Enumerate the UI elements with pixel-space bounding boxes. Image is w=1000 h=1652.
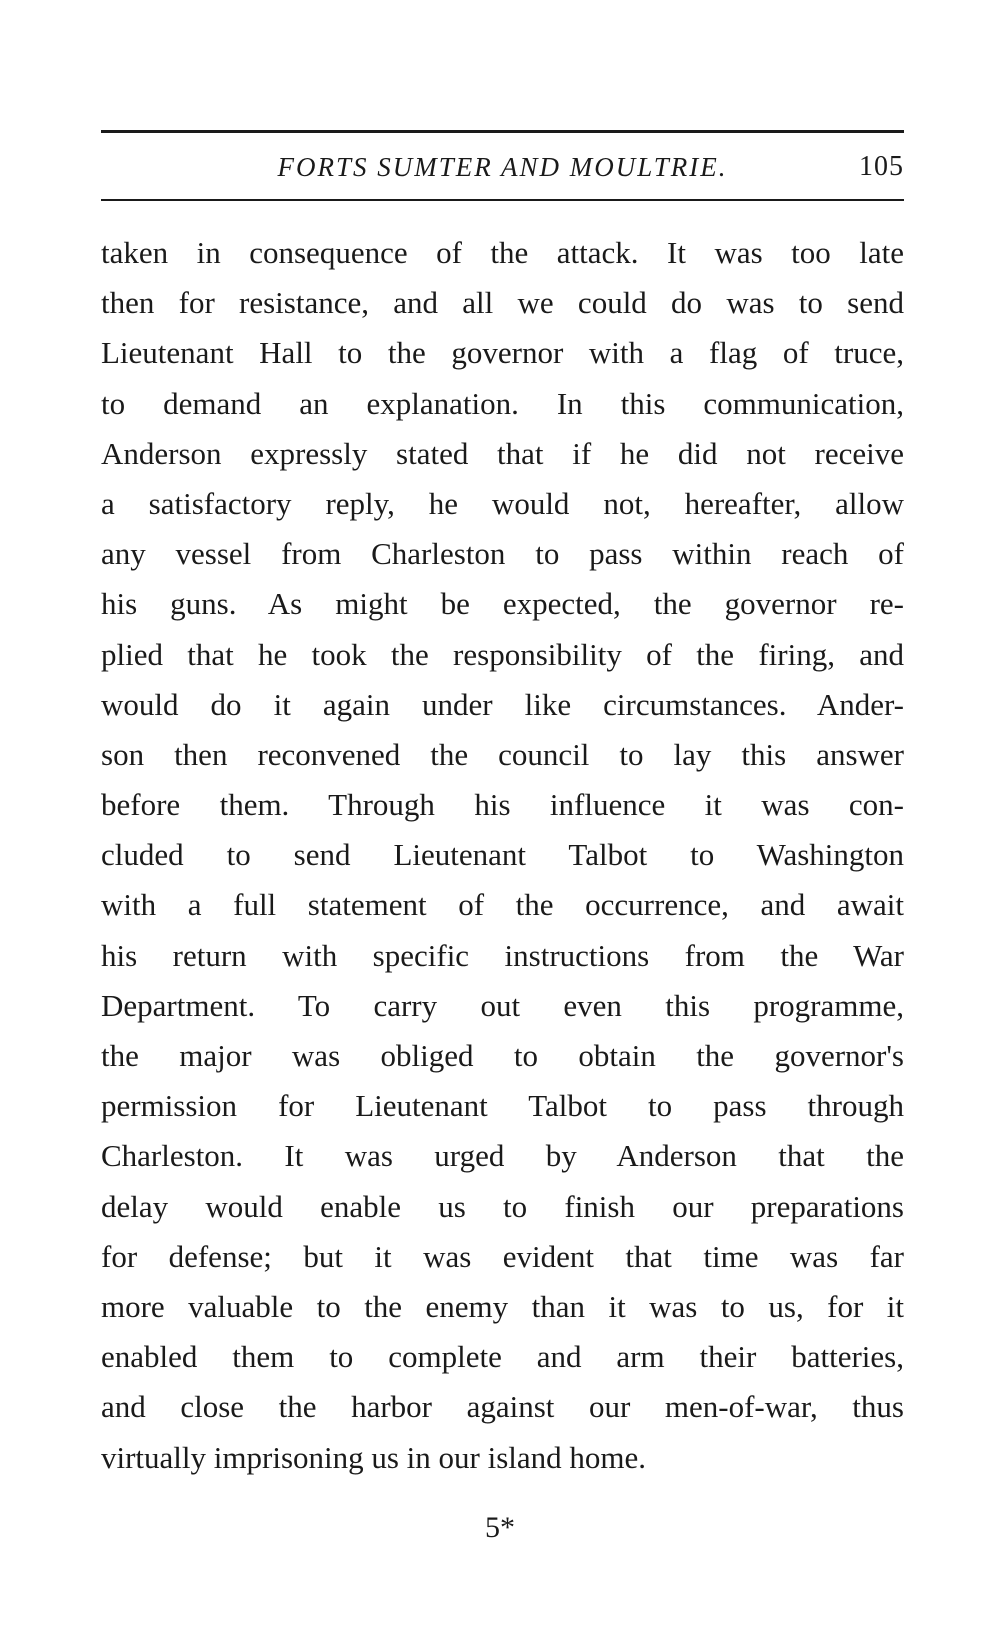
- text-line: for defense; but it was evident that time was far: [101, 1238, 904, 1274]
- page-number: 105: [859, 151, 904, 182]
- text-line-last: virtually imprisoning us in our island home.: [101, 1439, 647, 1475]
- text-line: permission for Lieutenant Talbot to pass through: [101, 1088, 904, 1124]
- running-title: FORTS SUMTER AND MOULTRIE.: [277, 152, 728, 182]
- text-line: his guns. As might be expected, the governor re-: [101, 586, 904, 622]
- body-paragraph: [101, 228, 904, 1483]
- text-line: delay would enable us to finish our preparations: [101, 1188, 904, 1224]
- text-line: then for resistance, and all we could do was to send: [101, 285, 904, 321]
- text-line: Department. To carry out even this programme,: [101, 987, 904, 1023]
- text-line: with a full statement of the occurrence, and await: [101, 887, 904, 923]
- text-line: son then reconvened the council to lay this answer: [101, 736, 904, 772]
- text-line: cluded to send Lieutenant Talbot to Washington: [101, 837, 904, 873]
- signature-mark: 5*: [485, 1511, 515, 1544]
- text-line: Anderson expressly stated that if he did not receive: [101, 435, 904, 471]
- text-line: would do it again under like circumstances. Ander-: [101, 686, 904, 722]
- text-line: Charleston. It was urged by Anderson that the: [101, 1138, 904, 1174]
- text-line: his return with specific instructions from the War: [101, 937, 904, 973]
- text-line: more valuable to the enemy than it was to us, for it: [101, 1288, 904, 1324]
- text-line: to demand an explanation. In this communication,: [101, 385, 904, 421]
- text-line: plied that he took the responsibility of the firing, and: [101, 636, 904, 672]
- text-line: any vessel from Charleston to pass within reach of: [101, 536, 904, 572]
- text-line: taken in consequence of the attack. It was too late: [101, 235, 904, 270]
- text-line: a satisfactory reply, he would not, hereafter, allow: [101, 485, 904, 521]
- text-line: the major was obliged to obtain the governor's: [101, 1038, 904, 1073]
- running-head: [101, 146, 904, 190]
- text-line: Lieutenant Hall to the governor with a flag of truce,: [101, 335, 904, 371]
- text-line: before them. Through his influence it was con-: [101, 787, 904, 823]
- header-rule-top: [101, 130, 904, 133]
- header-rule-bottom: [101, 199, 904, 201]
- text-line: enabled them to complete and arm their batteries,: [101, 1339, 904, 1375]
- text-line: and close the harbor against our men-of-war, thus: [101, 1389, 904, 1425]
